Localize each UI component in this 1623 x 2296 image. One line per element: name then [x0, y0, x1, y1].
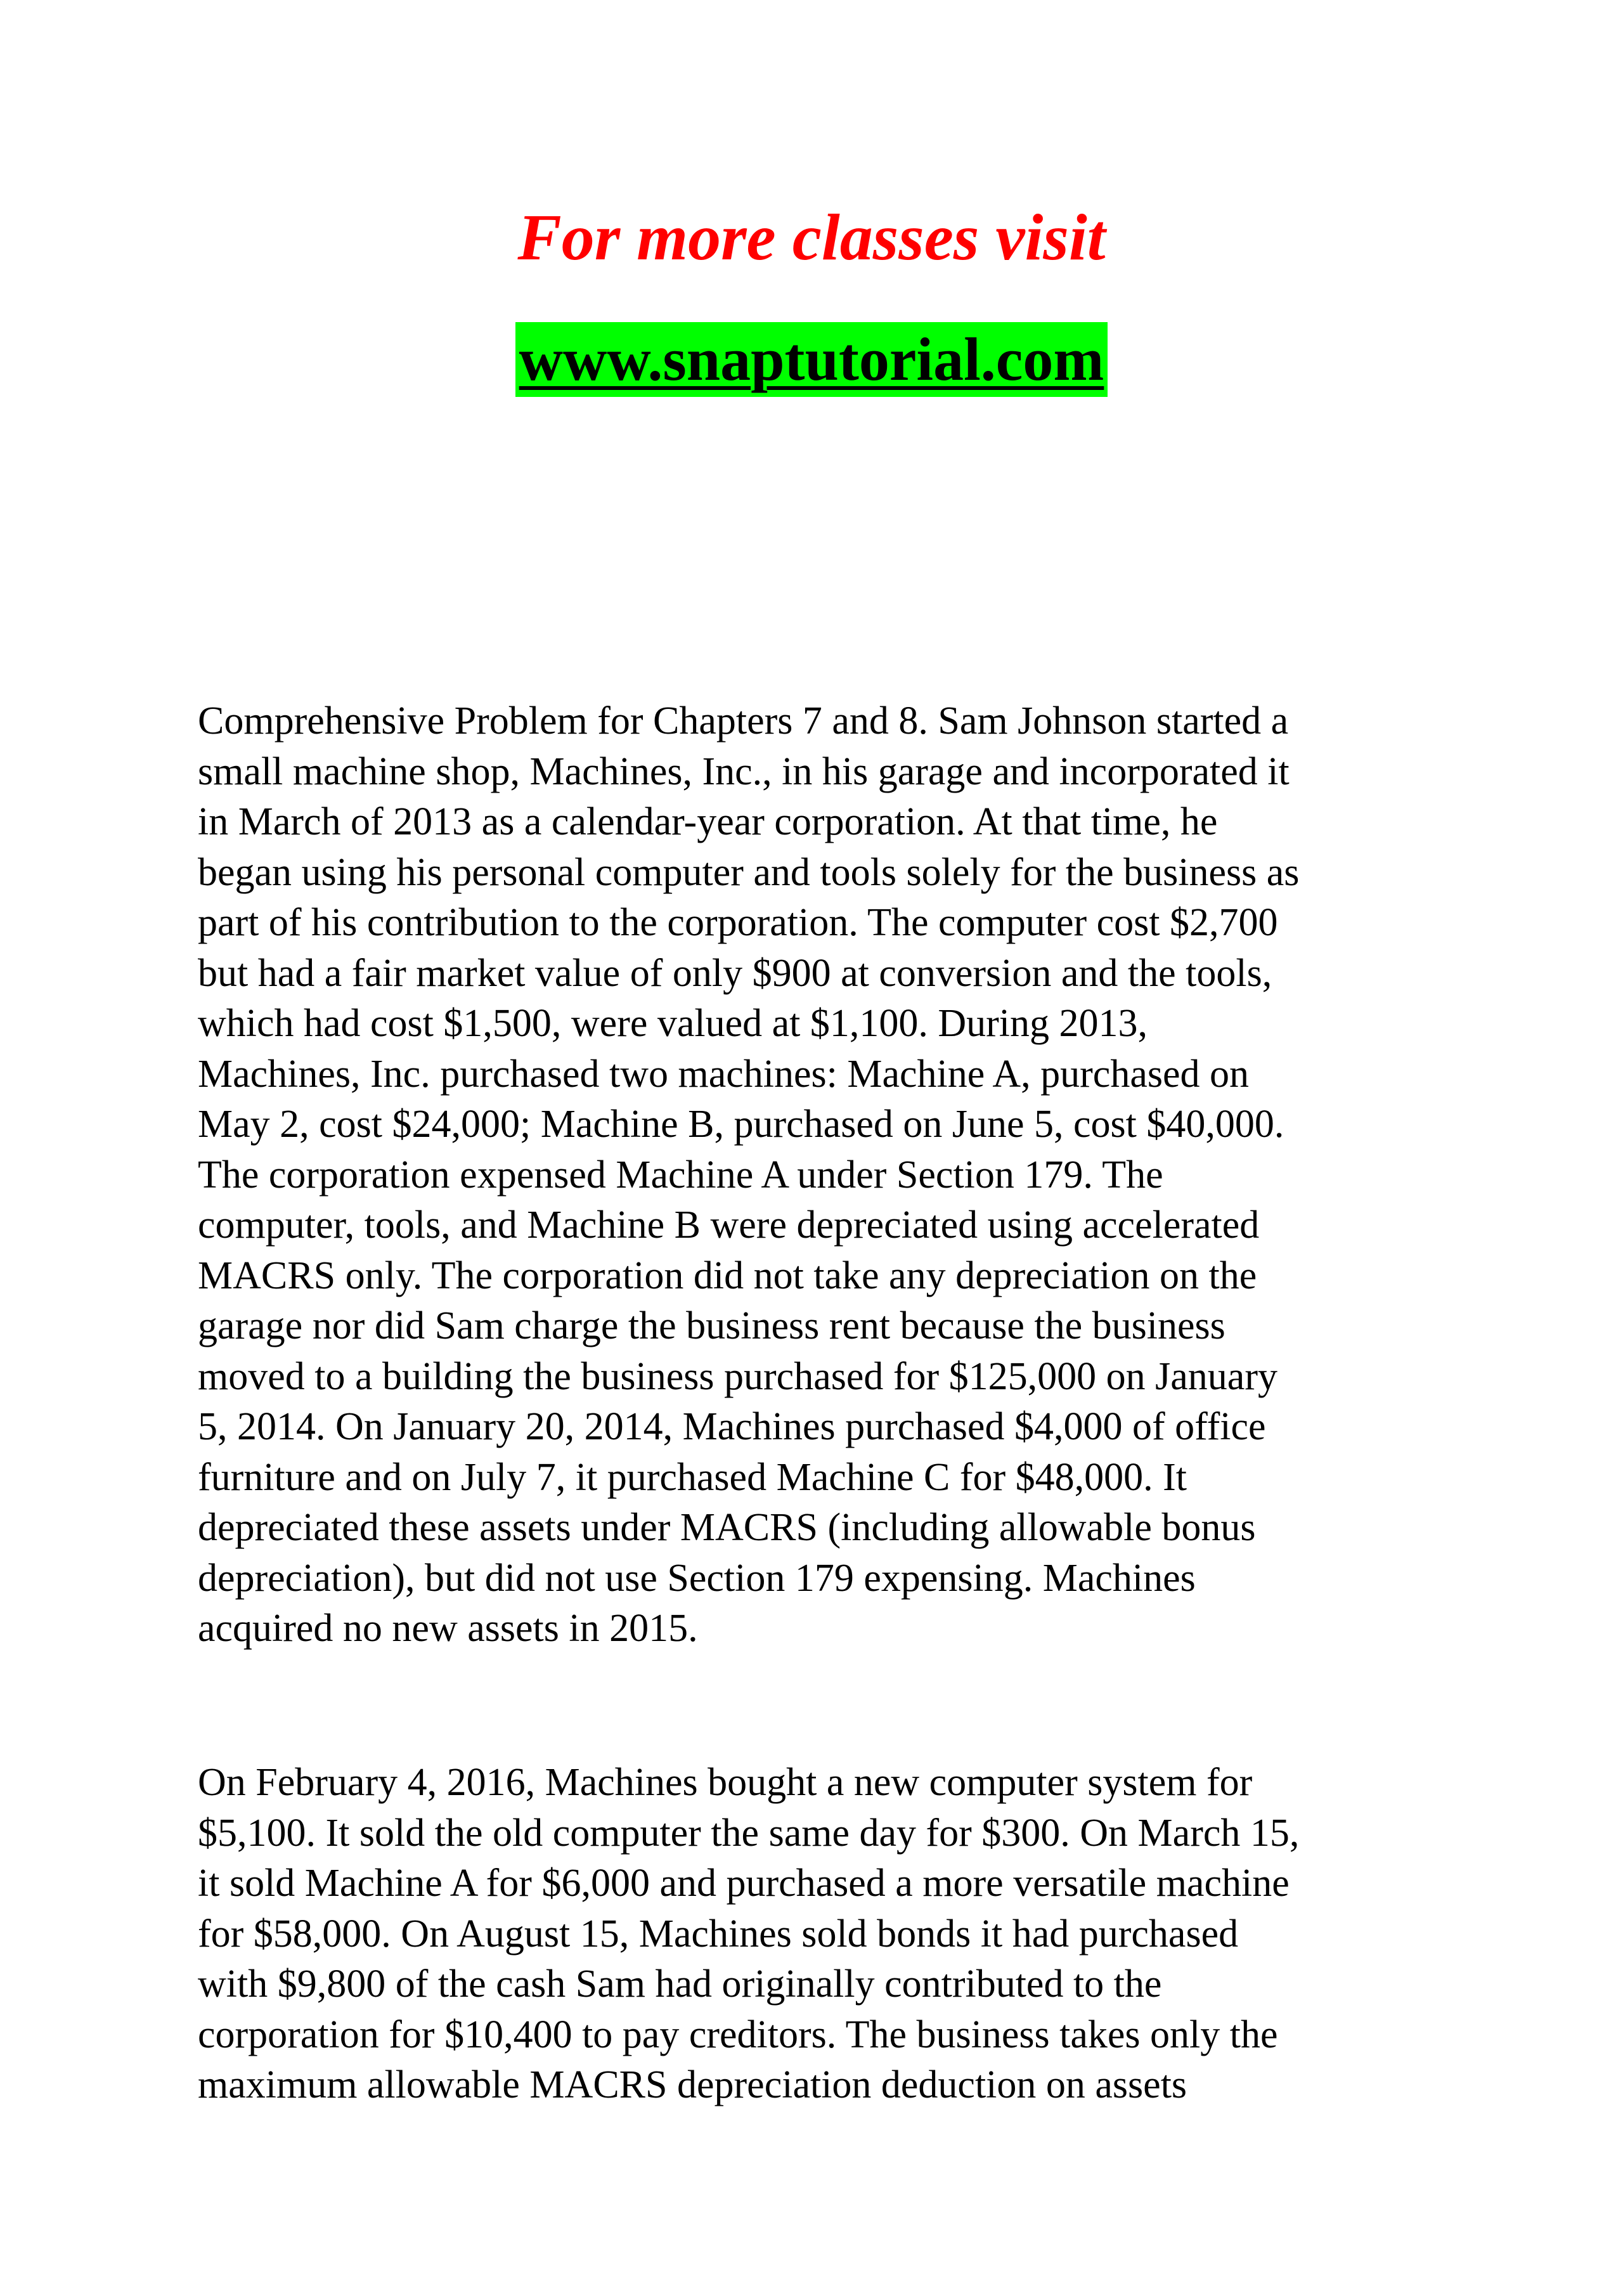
text-line: Machines, Inc. purchased two machines: Machine A, purchased on [198, 1052, 1249, 1096]
text-line: The corporation expensed Machine A under Section 179. The [198, 1153, 1163, 1197]
text-line: $5,100. It sold the old computer the same day for $300. On March 15, [198, 1811, 1300, 1855]
text-line: acquired no new assets in 2015. [198, 1607, 698, 1650]
text-line: which had cost $1,500, were valued at $1,100. During 2013, [198, 1002, 1148, 1045]
paragraph-1 [198, 696, 1440, 1654]
text-line: maximum allowable MACRS depreciation deduction on assets [198, 2063, 1187, 2106]
text-line: part of his contribution to the corporation. The computer cost $2,700 [198, 901, 1278, 944]
text-line: 5, 2014. On January 20, 2014, Machines purchased $4,000 of office [198, 1405, 1266, 1448]
header-link-container [0, 322, 1623, 397]
header-title: For more classes visit [517, 201, 1106, 274]
text-line: furniture and on July 7, it purchased Machine C for $48,000. It [198, 1455, 1187, 1499]
text-line: On February 4, 2016, Machines bought a new computer system for [198, 1761, 1253, 1804]
website-link[interactable]: www.snaptutorial.com [515, 322, 1108, 397]
text-line: it sold Machine A for $6,000 and purchased a more versatile machine [198, 1862, 1290, 1905]
paragraph-2 [198, 1758, 1440, 2111]
text-line: depreciation), but did not use Section 179 expensing. Machines [198, 1556, 1196, 1600]
text-line: garage nor did Sam charge the business rent because the business [198, 1304, 1225, 1347]
text-line: depreciated these assets under MACRS (including allowable bonus [198, 1506, 1256, 1549]
text-line: computer, tools, and Machine B were depreciated using accelerated [198, 1203, 1260, 1247]
text-line: moved to a building the business purchased for $125,000 on January [198, 1354, 1277, 1398]
text-line: MACRS only. The corporation did not take any depreciation on the [198, 1254, 1257, 1297]
text-line: small machine shop, Machines, Inc., in his garage and incorporated it [198, 749, 1290, 793]
text-line: with $9,800 of the cash Sam had originally contributed to the [198, 1962, 1162, 2006]
text-line: for $58,000. On August 15, Machines sold bonds it had purchased [198, 1912, 1239, 1955]
text-line: began using his personal computer and tools solely for the business as [198, 850, 1300, 894]
text-line: in March of 2013 as a calendar-year corporation. At that time, he [198, 800, 1218, 843]
text-line: corporation for $10,400 to pay creditors. The business takes only the [198, 2013, 1278, 2056]
text-line: Comprehensive Problem for Chapters 7 and 8. Sam Johnson started a [198, 699, 1289, 743]
text-line: but had a fair market value of only $900 at conversion and the tools, [198, 951, 1272, 995]
text-line: May 2, cost $24,000; Machine B, purchased on June 5, cost $40,000. [198, 1103, 1284, 1146]
